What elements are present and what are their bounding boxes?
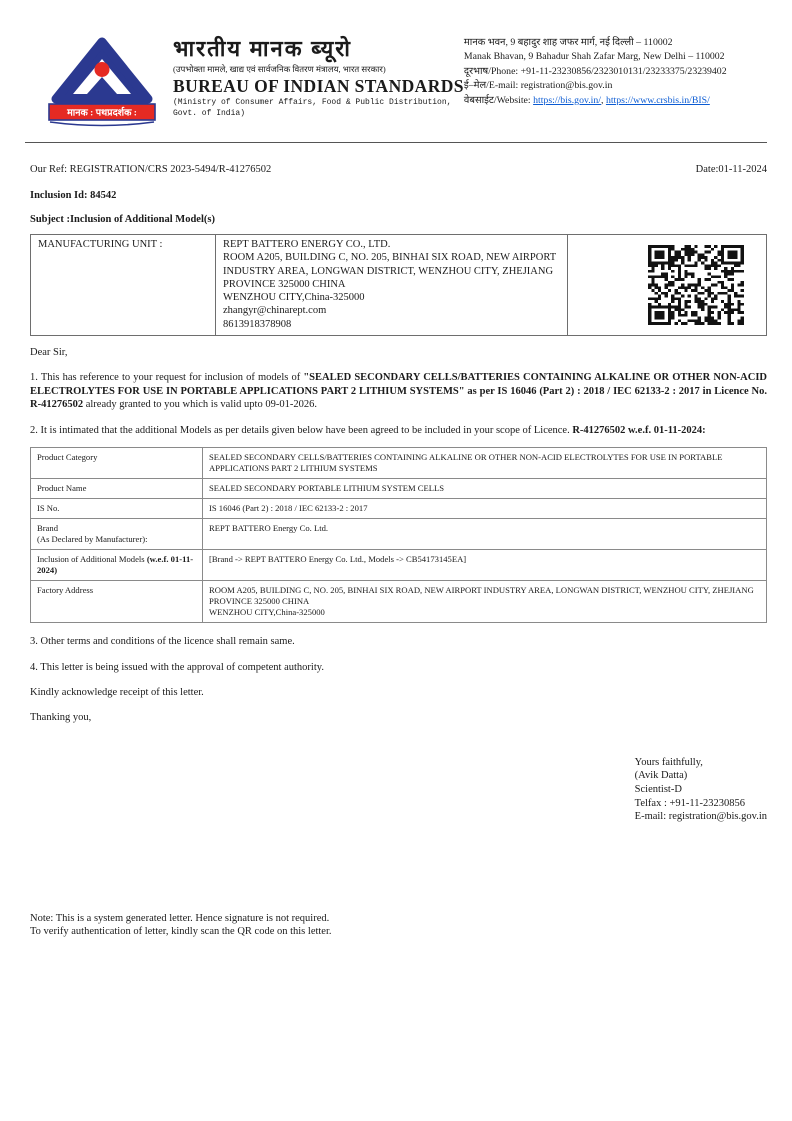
paragraph-2-bold: R-41276502 w.e.f. 01-11-2024: (572, 424, 706, 436)
table-row (31, 448, 767, 479)
qr-cell (568, 235, 767, 336)
letterhead (0, 0, 792, 131)
factory-address-label: Factory Address (31, 581, 203, 623)
signature-closing: Yours faithfully, (634, 756, 703, 768)
table-row (31, 519, 767, 550)
bis-logo-icon (47, 36, 157, 128)
inclusion-id: Inclusion Id: 84542 (30, 190, 117, 201)
footer-note (30, 912, 767, 939)
factory-address-value (203, 581, 767, 623)
qr-code (648, 245, 744, 325)
acknowledge-line: Kindly acknowledge receipt of this letter. (30, 686, 204, 698)
org-name-hindi: भारतीय मानक ब्यूरो (173, 36, 352, 61)
manufacturing-unit-label: MANUFACTURING UNIT : (31, 235, 216, 336)
paragraph-1-suffix: already granted to you which is valid upto 09-01-2026. (83, 399, 317, 411)
signature-block (635, 756, 767, 824)
inclusion-models-value: [Brand -> REPT BATTERO Energy Co. Ltd., Models -> CB54173145EA] (203, 550, 767, 581)
brand-value: REPT BATTERO Energy Co. Ltd. (203, 519, 767, 550)
company-phone: 8613918378908 (223, 318, 292, 330)
org-subtitle-hindi: (उपभोक्ता मामले, खाद्य एवं सार्वजनिक वितरण मंत्रालय, भारत सरकार) (173, 64, 386, 74)
manufacturing-unit-details (216, 235, 568, 336)
paragraph-1 (30, 371, 767, 411)
product-category-label: Product Category (31, 448, 203, 479)
table-row (31, 235, 767, 336)
table-row (31, 581, 767, 623)
brand-label-line1: Brand (37, 523, 59, 534)
phone-value: +91-11-23230856/2323010131/23233375/23239402 (520, 65, 727, 77)
signatory-name: (Avik Datta) (634, 770, 688, 782)
signatory-email: E-mail: registration@bis.gov.in (634, 811, 767, 823)
bis-logo (47, 36, 157, 131)
product-name-value: SEALED SECONDARY PORTABLE LITHIUM SYSTEM CELLS (203, 479, 767, 499)
brand-label (31, 519, 203, 550)
table-row (31, 550, 767, 581)
signatory-telfax: Telfax : +91-11-23230856 (634, 797, 746, 809)
website-line (464, 94, 767, 108)
factory-address-line2: WENZHOU CITY,China-325000 (209, 607, 325, 618)
subject-line: Subject :Inclusion of Additional Model(s) (30, 214, 215, 225)
thanking-line: Thanking you, (30, 712, 92, 724)
company-address: ROOM A205, BUILDING C, NO. 205, BINHAI SIX ROAD, NEW AIRPORT INDUSTRY AREA, LONGWAN DISTRICT, WENZHOU CITY, ZHEJIANG PROVINCE 325000 CHINA (223, 252, 556, 290)
email-value: registration@bis.gov.in (520, 80, 613, 92)
org-subtitle-english: (Ministry of Consumer Affairs, Food & Public Distribution, Govt. of India) (173, 98, 452, 118)
org-name-english: BUREAU OF INDIAN STANDARDS (173, 76, 464, 96)
signature-row (0, 756, 792, 824)
phone-label: दूरभाष/Phone: (463, 65, 521, 77)
logo-tagline: मानक : पथप्रदर्शक : (67, 108, 137, 119)
note-line-2: To verify authentication of letter, kindly scan the QR code on this letter. (30, 926, 332, 938)
manufacturing-unit-table (30, 234, 767, 336)
company-city: WENZHOU CITY,China-325000 (223, 292, 365, 304)
table-row (31, 479, 767, 499)
signatory-designation: Scientist-D (634, 783, 682, 795)
website-link-crsbis[interactable]: https://www.crsbis.in/BIS/ (605, 94, 710, 106)
paragraph-1-prefix: 1. This has reference to your request for inclusion of models of (30, 372, 304, 384)
phone-line (464, 65, 767, 79)
salutation: Dear Sir, (30, 347, 68, 359)
website-link-bis[interactable]: https://bis.gov.in/ (533, 94, 602, 106)
paragraph-1-bold: "SEALED SECONDARY CELLS/BATTERIES CONTAINING ALKALINE OR OTHER NON-ACID ELECTROLYTES FOR USE IN PORTABLE APPLICATIONS PART 2 LITHIUM SYSTEMS" as per IS 16046 (Part 2) : 2018 / IEC 62133-2 : 2017 in Licence No. R-41276502 (30, 372, 767, 411)
address-hindi: मानक भवन, 9 बहादुर शाह जफर मार्ग, नई दिल्ली – 110002 (463, 37, 673, 48)
is-no-label: IS No. (31, 499, 203, 519)
org-identity (173, 36, 464, 119)
our-ref: Our Ref: REGISTRATION/CRS 2023-5494/R-41276502 (30, 164, 272, 175)
inclusion-models-label-prefix: Inclusion of Additional Models (37, 554, 147, 565)
item-3: 3. Other terms and conditions of the licence shall remain same. (30, 636, 295, 648)
header-divider (25, 142, 767, 143)
website-separator: , (601, 94, 606, 106)
brand-label-line2: (As Declared by Manufacturer): (37, 534, 148, 545)
company-email: zhangyr@chinarept.com (223, 305, 327, 317)
table-row (31, 499, 767, 519)
is-no-value: IS 16046 (Part 2) : 2018 / IEC 62133-2 : 2017 (203, 499, 767, 519)
model-details-table (30, 447, 767, 623)
note-line-1: Note: This is a system generated letter. Hence signature is not required. (30, 912, 330, 924)
email-line (464, 79, 767, 93)
product-category-value: SEALED SECONDARY CELLS/BATTERIES CONTAINING ALKALINE OR OTHER NON-ACID ELECTROLYTES FOR USE IN PORTABLE APPLICATIONS PART 2 LITHIUM SYSTEMS (203, 448, 767, 479)
reference-row (30, 164, 767, 175)
paragraph-2-prefix: 2. It is intimated that the additional Models as per details given below have been agreed to be included in your scope of Licence. (30, 424, 573, 436)
email-label: ई–मेल/E-mail: (463, 80, 521, 92)
inclusion-models-label-bold: (w.e.f. 01-11-2024) (37, 554, 194, 576)
item-4: 4. This letter is being issued with the approval of competent authority. (30, 661, 324, 673)
paragraph-2 (30, 424, 767, 437)
company-name: REPT BATTERO ENERGY CO., LTD. (223, 239, 391, 250)
contact-info (464, 36, 767, 108)
letter-date: Date:01-11-2024 (695, 164, 767, 175)
product-name-label: Product Name (31, 479, 203, 499)
inclusion-models-label (31, 550, 203, 581)
factory-address-line1: ROOM A205, BUILDING C, NO. 205, BINHAI SIX ROAD, NEW AIRPORT INDUSTRY AREA, LONGWAN DISTRICT, WENZHOU CITY, ZHEJIANG PROVINCE 325000 CHINA (209, 585, 754, 607)
address-english: Manak Bhavan, 9 Bahadur Shah Zafar Marg, New Delhi – 110002 (463, 51, 725, 63)
website-label: वेबसाईट/Website: (463, 94, 534, 106)
